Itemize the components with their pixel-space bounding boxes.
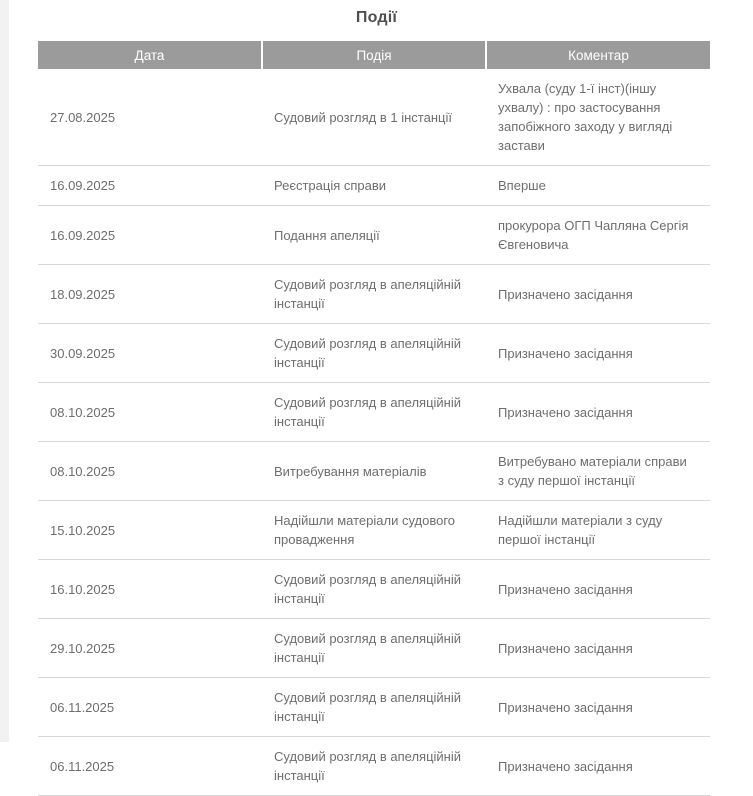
- event-name: Реєстрація справи: [262, 166, 486, 206]
- event-name: Надійшли матеріали судового провадження: [262, 501, 486, 560]
- event-date: 16.09.2025: [38, 206, 262, 265]
- event-name: Судовий розгляд в апеляційній інстанції: [262, 678, 486, 737]
- event-name: Судовий розгляд в апеляційній інстанції: [262, 737, 486, 796]
- table-row: [38, 166, 710, 206]
- event-date: 27.08.2025: [38, 69, 262, 166]
- event-name: Витребування матеріалів: [262, 442, 486, 501]
- event-comment: Надійшли матеріали з суду першої інстанції: [486, 501, 710, 560]
- event-comment: Призначено засідання: [486, 678, 710, 737]
- event-date: 30.09.2025: [38, 324, 262, 383]
- event-comment: Призначено засідання: [486, 265, 710, 324]
- event-date: 06.11.2025: [38, 678, 262, 737]
- event-comment: Вперше: [486, 166, 710, 206]
- events-table-header: [38, 41, 710, 69]
- event-name: Судовий розгляд в апеляційній інстанції: [262, 383, 486, 442]
- table-row: [38, 69, 710, 166]
- table-row: [38, 501, 710, 560]
- event-name: Судовий розгляд в апеляційній інстанції: [262, 324, 486, 383]
- event-comment: Ухвала (суду 1-ї інст)(іншу ухвалу) : про застосування запобіжного заходу у вигляді застави: [486, 69, 710, 166]
- event-name: Судовий розгляд в апеляційній інстанції: [262, 265, 486, 324]
- event-comment: Призначено засідання: [486, 383, 710, 442]
- table-row: [38, 324, 710, 383]
- event-date: 08.10.2025: [38, 442, 262, 501]
- event-date: 29.10.2025: [38, 619, 262, 678]
- event-name: Судовий розгляд в 1 інстанції: [262, 69, 486, 166]
- event-comment: Призначено засідання: [486, 324, 710, 383]
- page-left-edge: [0, 0, 9, 742]
- event-date: 08.10.2025: [38, 383, 262, 442]
- event-date: 16.09.2025: [38, 166, 262, 206]
- page-title: Події: [355, 9, 398, 26]
- event-name: Судовий розгляд в апеляційній інстанції: [262, 560, 486, 619]
- events-table-body: [38, 69, 710, 796]
- table-row: [38, 383, 710, 442]
- table-row: [38, 206, 710, 265]
- event-comment: Призначено засідання: [486, 737, 710, 796]
- column-header-date: Дата: [38, 41, 262, 69]
- event-comment: Витребувано матеріали справи з суду першої інстанції: [486, 442, 710, 501]
- event-comment: Призначено засідання: [486, 560, 710, 619]
- event-name: Подання апеляції: [262, 206, 486, 265]
- event-date: 18.09.2025: [38, 265, 262, 324]
- table-row: [38, 442, 710, 501]
- event-name: Судовий розгляд в апеляційній інстанції: [262, 619, 486, 678]
- column-header-comment: Коментар: [486, 41, 710, 69]
- table-row: [38, 737, 710, 796]
- table-row: [38, 678, 710, 737]
- event-date: 16.10.2025: [38, 560, 262, 619]
- header-row: [38, 41, 710, 69]
- event-date: 06.11.2025: [38, 737, 262, 796]
- event-date: 15.10.2025: [38, 501, 262, 560]
- table-row: [38, 265, 710, 324]
- table-row: [38, 619, 710, 678]
- events-table: [38, 41, 710, 796]
- event-comment: Призначено засідання: [486, 619, 710, 678]
- event-comment: прокурора ОГП Чапляна Сергія Євгеновича: [486, 206, 710, 265]
- table-row: [38, 560, 710, 619]
- column-header-event: Подія: [262, 41, 486, 69]
